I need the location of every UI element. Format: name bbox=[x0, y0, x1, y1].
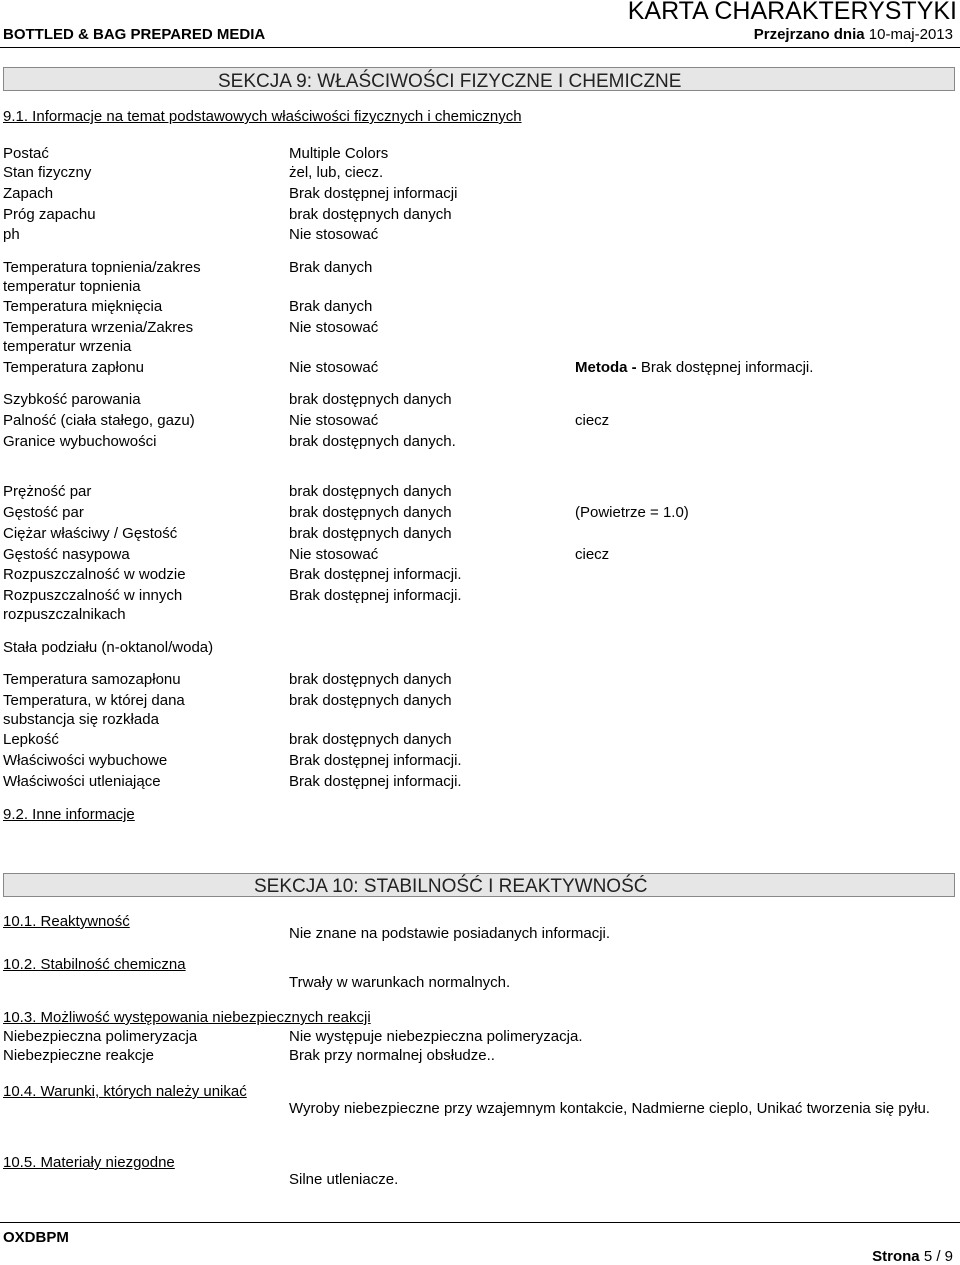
value-stabilnosc: Trwały w warunkach normalnych. bbox=[289, 974, 511, 991]
label-wybuch: Granice wybuchowości bbox=[3, 433, 157, 450]
revision-value: 10-maj-2013 bbox=[868, 26, 953, 43]
value-rozp-inne: Brak dostępnej informacji. bbox=[289, 587, 462, 604]
method-zaplon bbox=[575, 358, 813, 377]
value-zapach: Brak dostępnej informacji bbox=[289, 185, 458, 202]
section10-title: SEKCJA 10: STABILNOŚĆ I REAKTYWNOŚĆ bbox=[254, 876, 648, 897]
label-parowanie: Szybkość parowania bbox=[3, 391, 141, 408]
label-polimeryzacja: Niebezpieczna polimeryzacja bbox=[3, 1028, 198, 1045]
label-samozaplon: Temperatura samozapłonu bbox=[3, 671, 181, 688]
label-reaktywnosc: 10.1. Reaktywność bbox=[3, 913, 130, 930]
value-prog: brak dostępnych danych bbox=[289, 206, 452, 223]
value-warunki: Wyroby niebezpieczne przy wzajemnym kontakcie, Nadmierne cieplo, Unikać tworzenia się pyłu. bbox=[289, 1100, 930, 1117]
label-gestosc-par: Gęstość par bbox=[3, 504, 84, 521]
label-utleniajace: Właściwości utleniające bbox=[3, 773, 161, 790]
label-postac: Postać bbox=[3, 145, 49, 162]
value-palnosc: Nie stosować bbox=[289, 412, 379, 429]
value-rozp-woda: Brak dostępnej informacji. bbox=[289, 566, 462, 583]
value-nasypowa: Nie stosować bbox=[289, 546, 379, 563]
value-wrzenie: Nie stosować bbox=[289, 319, 379, 336]
value-ciezar: brak dostępnych danych bbox=[289, 525, 452, 542]
value-postac: Multiple Colors bbox=[289, 145, 389, 162]
value-lepkosc: brak dostępnych danych bbox=[289, 731, 452, 748]
value-materialy: Silne utleniacze. bbox=[289, 1171, 399, 1188]
value-wybuchowe: Brak dostępnej informacji. bbox=[289, 752, 462, 769]
header-rule bbox=[0, 47, 960, 48]
label-reakcje: Niebezpieczne reakcje bbox=[3, 1047, 154, 1064]
page-number bbox=[872, 1248, 953, 1265]
label-ciezar: Ciężar właściwy / Gęstość bbox=[3, 525, 178, 542]
value-reaktywnosc: Nie znane na podstawie posiadanych informacji. bbox=[289, 925, 611, 942]
value-preznosc: brak dostępnych danych bbox=[289, 483, 452, 500]
value-polimeryzacja: Nie występuje niebezpieczna polimeryzacja. bbox=[289, 1028, 583, 1045]
label-lepkosc: Lepkość bbox=[3, 731, 59, 748]
value-rozklad: brak dostępnych danych bbox=[289, 692, 452, 709]
label-zaplon: Temperatura zapłonu bbox=[3, 359, 144, 376]
value-zaplon: Nie stosować bbox=[289, 359, 379, 376]
label-miekniecie: Temperatura mięknięcia bbox=[3, 298, 163, 315]
value-parowanie: brak dostępnych danych bbox=[289, 391, 452, 408]
revision-date bbox=[754, 26, 953, 43]
label-ph: ph bbox=[3, 226, 20, 243]
label-rozklad: Temperatura, w której dana substancja się rozkłada bbox=[3, 692, 185, 728]
value-reakcje: Brak przy normalnej obsłudze.. bbox=[289, 1047, 495, 1064]
label-stan: Stan fizyczny bbox=[3, 164, 92, 181]
page-label: Strona bbox=[872, 1248, 920, 1265]
subsection-9-2: 9.2. Inne informacje bbox=[3, 806, 135, 823]
label-wybuchowe: Właściwości wybuchowe bbox=[3, 752, 168, 769]
value-stan: żel, lub, ciecz. bbox=[289, 164, 384, 181]
value-ph: Nie stosować bbox=[289, 226, 379, 243]
document-title: KARTA CHARAKTERYSTYKI bbox=[627, 0, 957, 25]
footer-rule bbox=[0, 1222, 960, 1223]
value-miekniecie: Brak danych bbox=[289, 298, 373, 315]
label-preznosc: Prężność par bbox=[3, 483, 92, 500]
value-utleniajace: Brak dostępnej informacji. bbox=[289, 773, 462, 790]
value-gestosc-par: brak dostępnych danych bbox=[289, 504, 452, 521]
extra-gestosc-par: (Powietrze = 1.0) bbox=[575, 504, 689, 521]
label-prog: Próg zapachu bbox=[3, 206, 96, 223]
subsection-9-1: 9.1. Informacje na temat podstawowych właściwości fizycznych i chemicznych bbox=[3, 108, 522, 125]
page-value: 5 / 9 bbox=[923, 1248, 953, 1265]
label-mozliwosc: 10.3. Możliwość występowania niebezpiecznych reakcji bbox=[3, 1009, 371, 1026]
extra-nasypowa: ciecz bbox=[575, 546, 610, 563]
value-samozaplon: brak dostępnych danych bbox=[289, 671, 452, 688]
label-warunki: 10.4. Warunki, których należy unikać bbox=[3, 1083, 247, 1100]
revision-label: Przejrzano dnia bbox=[753, 26, 865, 43]
label-palnosc: Palność (ciała stałego, gazu) bbox=[3, 412, 195, 429]
company-name: BOTTLED & BAG PREPARED MEDIA bbox=[3, 26, 266, 43]
extra-palnosc: ciecz bbox=[575, 412, 610, 429]
method-label: Metoda - bbox=[575, 359, 637, 376]
label-wrzenie: Temperatura wrzenia/Zakres temperatur wrzenia bbox=[3, 319, 194, 355]
value-topnienie: Brak danych bbox=[289, 259, 373, 276]
label-topnienie: Temperatura topnienia/zakres temperatur topnienia bbox=[3, 259, 201, 295]
label-podzial: Stała podziału (n-oktanol/woda) bbox=[3, 639, 214, 656]
label-materialy: 10.5. Materiały niezgodne bbox=[3, 1154, 175, 1171]
section9-title: SEKCJA 9: WŁAŚCIWOŚCI FIZYCZNE I CHEMICZNE bbox=[218, 71, 682, 92]
label-rozp-inne: Rozpuszczalność w innych rozpuszczalnikach bbox=[3, 587, 183, 623]
method-value: Brak dostępnej informacji. bbox=[640, 359, 814, 376]
label-rozp-woda: Rozpuszczalność w wodzie bbox=[3, 566, 186, 583]
label-nasypowa: Gęstość nasypowa bbox=[3, 546, 130, 563]
label-zapach: Zapach bbox=[3, 185, 54, 202]
footer-code: OXDBPM bbox=[3, 1229, 69, 1246]
value-wybuch: brak dostępnych danych. bbox=[289, 433, 456, 450]
label-stabilnosc: 10.2. Stabilność chemiczna bbox=[3, 956, 186, 973]
